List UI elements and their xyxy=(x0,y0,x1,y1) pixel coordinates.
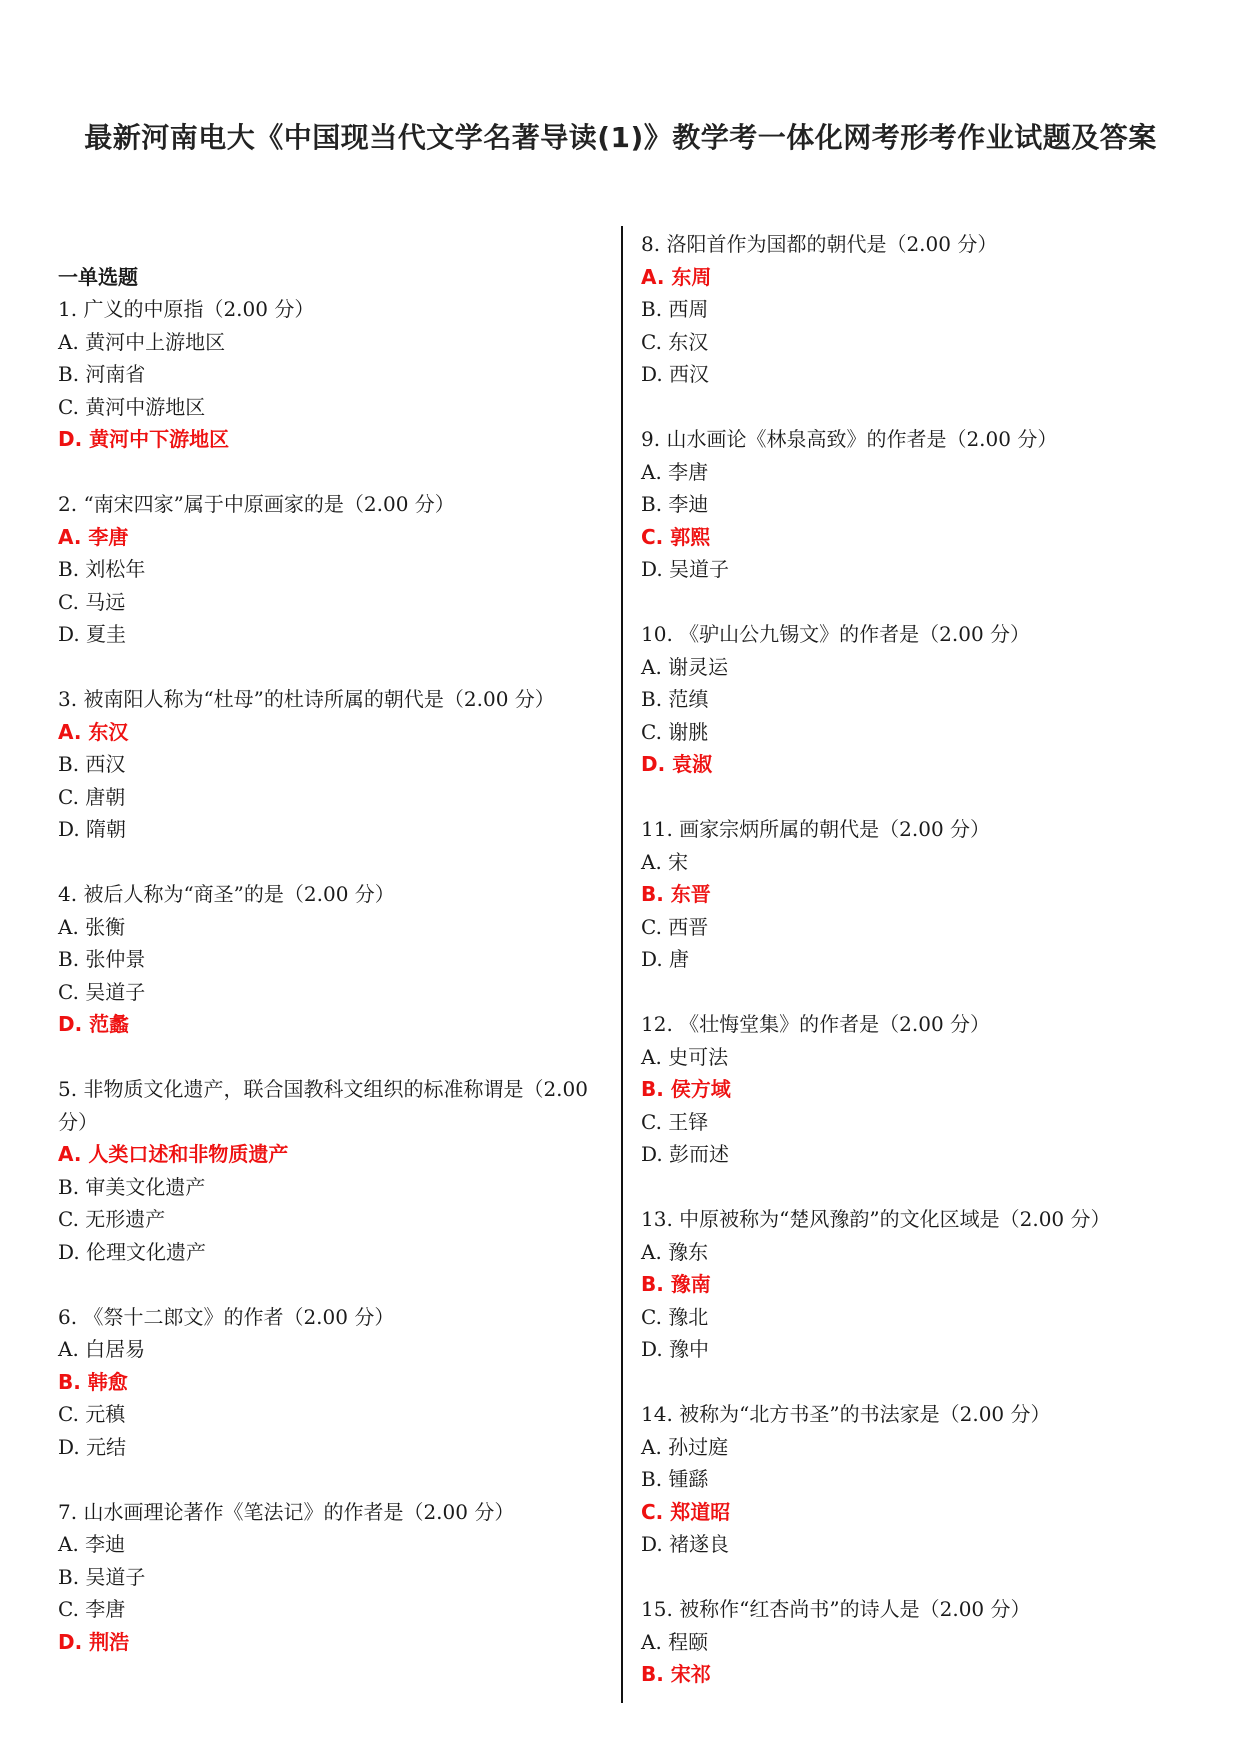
answer-option: B. 审美文化遗产 xyxy=(58,1174,206,1199)
question-block xyxy=(58,488,618,683)
left-question-list xyxy=(58,293,618,1691)
correct-answer-option: D. 袁淑 xyxy=(641,752,713,776)
answer-option: A. 豫东 xyxy=(641,1239,709,1264)
question-stem: 8. 洛阳首作为国都的朝代是（2.00 分） xyxy=(641,232,998,256)
question-stem: 4. 被后人称为“商圣”的是（2.00 分） xyxy=(58,882,395,906)
answer-option: A. 宋 xyxy=(641,849,689,874)
correct-answer-option: D. 范蠡 xyxy=(58,1012,130,1036)
answer-option: A. 史可法 xyxy=(641,1044,729,1069)
question-stem: 11. 画家宗炳所属的朝代是（2.00 分） xyxy=(641,817,991,841)
question-stem: 5. 非物质文化遗产，联合国教科文组织的标准称谓是（2.00 分） xyxy=(58,1077,588,1134)
question-spacer xyxy=(641,586,1201,619)
column-divider xyxy=(621,226,623,1703)
answer-option: D. 元结 xyxy=(58,1434,127,1459)
answer-option: B. 张仲景 xyxy=(58,947,146,971)
right-question-list xyxy=(641,228,1201,1723)
question-spacer xyxy=(641,1171,1201,1204)
question-block xyxy=(58,1301,618,1496)
left-column xyxy=(58,261,618,1691)
answer-option: D. 豫中 xyxy=(641,1337,710,1361)
correct-answer-option: B. 侯方域 xyxy=(641,1077,731,1101)
correct-answer-option: C. 郑道昭 xyxy=(641,1499,731,1524)
answer-option: C. 无形遗产 xyxy=(58,1207,166,1231)
question-spacer xyxy=(641,391,1201,424)
question-stem: 15. 被称作“红杏尚书”的诗人是（2.00 分） xyxy=(641,1597,1031,1621)
answer-option: B. 李迪 xyxy=(641,492,709,516)
answer-option: B. 吴道子 xyxy=(58,1564,146,1589)
answer-option: D. 彭而述 xyxy=(641,1142,730,1166)
answer-option: B. 西汉 xyxy=(58,752,126,776)
question-block xyxy=(58,878,618,1073)
answer-option: B. 西周 xyxy=(641,297,709,321)
question-stem: 7. 山水画理论著作《笔法记》的作者是（2.00 分） xyxy=(58,1499,515,1524)
question-stem: 12. 《壮悔堂集》的作者是（2.00 分） xyxy=(641,1012,991,1036)
question-spacer xyxy=(58,456,618,489)
correct-answer-option: C. 郭熙 xyxy=(641,524,711,549)
question-spacer xyxy=(58,1041,618,1074)
answer-option: A. 孙过庭 xyxy=(641,1434,729,1459)
answer-option: C. 马远 xyxy=(58,589,126,614)
question-spacer xyxy=(58,846,618,879)
answer-option: D. 夏圭 xyxy=(58,622,127,646)
question-block xyxy=(58,1496,618,1691)
answer-option: A. 黄河中上游地区 xyxy=(58,329,226,354)
answer-option: A. 李唐 xyxy=(641,459,709,484)
answer-option: A. 李迪 xyxy=(58,1532,126,1556)
question-spacer xyxy=(641,1561,1201,1594)
question-stem: 14. 被称为“北方书圣”的书法家是（2.00 分） xyxy=(641,1402,1051,1426)
question-stem: 1. 广义的中原指（2.00 分） xyxy=(58,297,315,321)
question-stem: 2. “南宋四家”属于中原画家的是（2.00 分） xyxy=(58,492,455,516)
correct-answer-option: B. 豫南 xyxy=(641,1272,711,1296)
answer-option: A. 谢灵运 xyxy=(641,654,729,679)
question-stem: 9. 山水画论《林泉高致》的作者是（2.00 分） xyxy=(641,427,1058,451)
answer-option: C. 李唐 xyxy=(58,1597,126,1621)
answer-option: A. 白居易 xyxy=(58,1337,146,1361)
answer-option: B. 河南省 xyxy=(58,362,146,386)
correct-answer-option: B. 东晋 xyxy=(641,882,711,906)
answer-option: D. 吴道子 xyxy=(641,557,730,581)
question-spacer xyxy=(58,1463,618,1496)
question-block xyxy=(641,618,1201,813)
question-block xyxy=(58,683,618,878)
question-block xyxy=(641,1398,1201,1593)
question-block xyxy=(641,1008,1201,1203)
question-block xyxy=(58,1073,618,1301)
correct-answer-option: B. 韩愈 xyxy=(58,1369,128,1394)
answer-option: D. 伦理文化遗产 xyxy=(58,1239,207,1264)
question-spacer xyxy=(58,1658,618,1691)
answer-option: C. 元稹 xyxy=(58,1402,126,1426)
answer-option: B. 刘松年 xyxy=(58,557,146,581)
question-block xyxy=(58,293,618,488)
question-block xyxy=(641,1203,1201,1398)
question-block xyxy=(641,423,1201,618)
answer-option: A. 张衡 xyxy=(58,914,126,939)
question-spacer xyxy=(641,976,1201,1009)
answer-option: B. 锺繇 xyxy=(641,1467,709,1491)
answer-option: A. 程颐 xyxy=(641,1629,709,1654)
correct-answer-option: A. 东汉 xyxy=(58,719,129,744)
question-stem: 13. 中原被称为“楚风豫韵”的文化区域是（2.00 分） xyxy=(641,1207,1111,1231)
correct-answer-option: D. 荆浩 xyxy=(58,1629,130,1654)
answer-option: B. 范缜 xyxy=(641,687,709,711)
answer-option: C. 西晋 xyxy=(641,914,709,939)
correct-answer-option: D. 黄河中下游地区 xyxy=(58,427,230,451)
answer-option: C. 豫北 xyxy=(641,1304,709,1329)
correct-answer-option: A. 李唐 xyxy=(58,524,129,549)
document-title: 最新河南电大《中国现当代文学名著导读(1)》教学考一体化网考形考作业试题及答案 xyxy=(84,121,1157,154)
answer-option: D. 隋朝 xyxy=(58,817,127,841)
question-spacer xyxy=(58,651,618,684)
answer-option: D. 褚遂良 xyxy=(641,1532,730,1556)
section-heading: 一单选题 xyxy=(58,265,138,289)
answer-option: C. 黄河中游地区 xyxy=(58,394,206,419)
question-stem: 10. 《驴山公九锡文》的作者是（2.00 分） xyxy=(641,622,1031,646)
question-stem: 3. 被南阳人称为“杜母”的杜诗所属的朝代是（2.00 分） xyxy=(58,687,555,711)
answer-option: C. 王铎 xyxy=(641,1109,709,1134)
right-column xyxy=(641,228,1201,1723)
correct-answer-option: A. 人类口述和非物质遗产 xyxy=(58,1142,289,1166)
correct-answer-option: B. 宋祁 xyxy=(641,1662,711,1686)
question-stem: 6. 《祭十二郎文》的作者（2.00 分） xyxy=(58,1304,395,1329)
answer-option: D. 西汉 xyxy=(641,362,710,386)
answer-option: C. 谢朓 xyxy=(641,719,709,744)
answer-option: C. 东汉 xyxy=(641,329,709,354)
question-block xyxy=(641,228,1201,423)
question-block xyxy=(641,813,1201,1008)
question-spacer xyxy=(58,1268,618,1301)
question-spacer xyxy=(641,1691,1201,1724)
question-block xyxy=(641,1593,1201,1723)
answer-option: C. 吴道子 xyxy=(58,979,146,1004)
question-spacer xyxy=(641,1366,1201,1399)
correct-answer-option: A. 东周 xyxy=(641,264,712,289)
answer-option: D. 唐 xyxy=(641,947,690,971)
question-spacer xyxy=(641,781,1201,814)
answer-option: C. 唐朝 xyxy=(58,784,126,809)
